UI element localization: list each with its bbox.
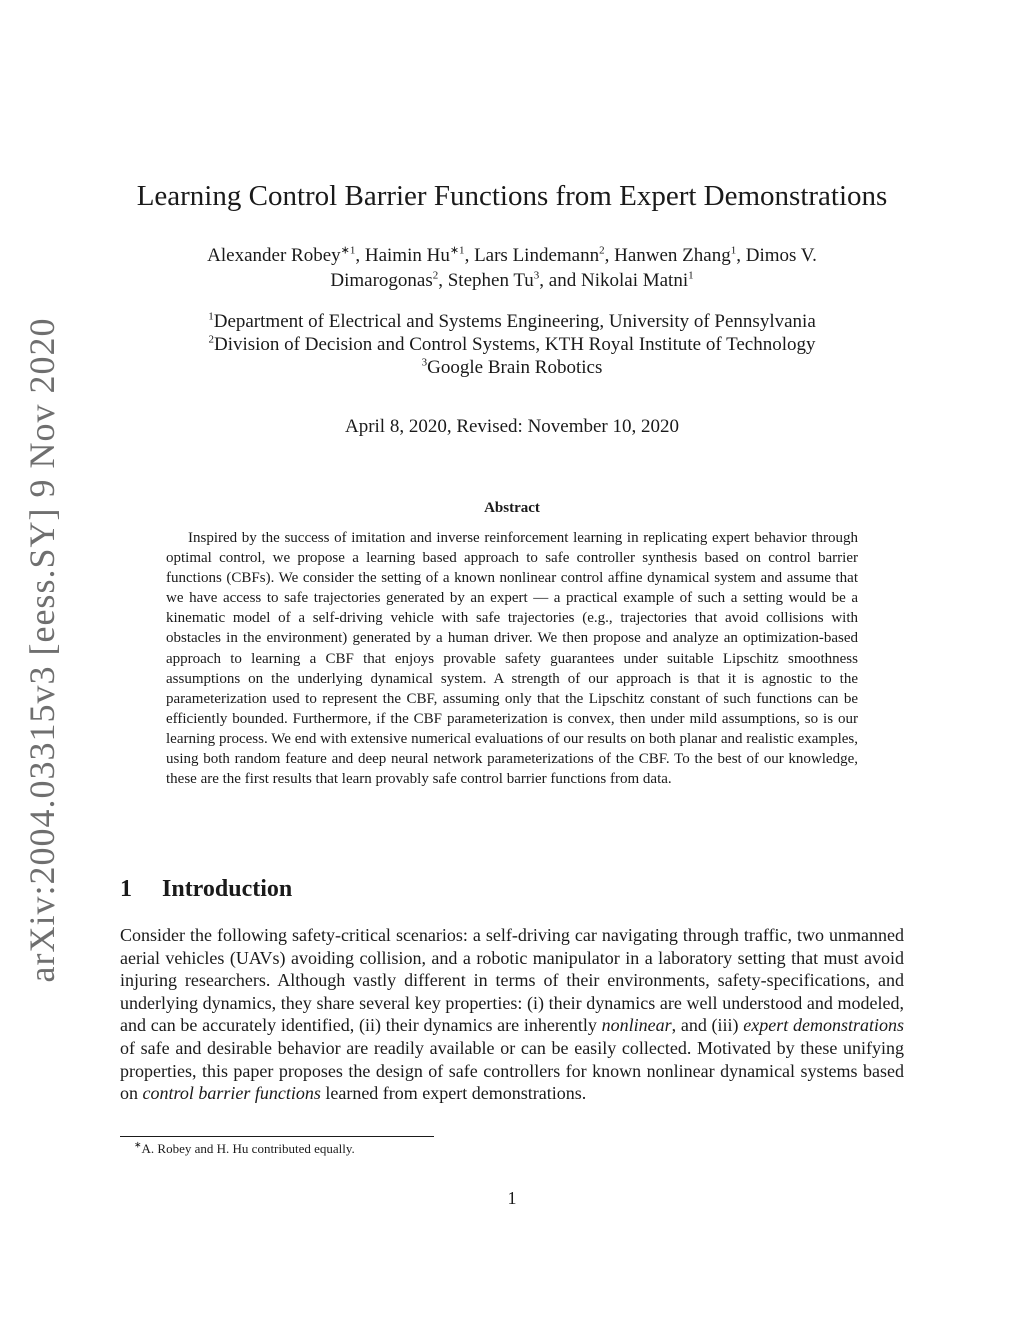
author-separator: , and [539,270,581,291]
paragraph-text: Consider the following safety-critical scenarios: a self-driving car navigating through traffic, two unmanned aerial vehicles (UAVs) avoiding collision, and a robotic manipulator in a laboratory setting that must avoid injuring researchers. Although vastly different in terms of their environments, safety-specifications, and underlying dynamics, they share several key properties: (i) their dynamics are well understood and modeled, and can be accurately identified, (ii) their dynamics are inherently [120,925,904,1036]
affiliations [0,310,1024,379]
emphasized-text: control barrier functions [142,1083,321,1104]
author-affiliation-marker: 2 [432,269,439,282]
author-name: Lars Lindemann [474,245,600,266]
arxiv-stamp: arXiv:2004.03315v3 [eess.SY] 9 Nov 2020 [22,317,62,983]
footnote-rule [120,1136,434,1137]
author-name: Dimarogonas [330,270,433,291]
affiliation-text: Division of Decision and Control Systems, KTH Royal Institute of Technology [213,334,816,355]
author-name: Dimos V. [745,245,817,266]
section-number: 1 [120,876,132,902]
author-line-2 [150,268,874,293]
section-title: Introduction [162,876,293,902]
paragraph-text: learned from expert demonstrations. [320,1083,587,1104]
footnote [134,1141,355,1157]
author-name: Alexander Robey [207,245,341,266]
affiliation-marker: 3 [421,356,428,369]
page-number: 1 [507,1188,517,1208]
affiliation-marker: 1 [208,310,214,323]
author-affiliation-marker: ∗1 [340,244,356,257]
abstract-heading: Abstract [484,500,540,516]
abstract-text: Inspired by the success of imitation and inverse reinforcement learning in replicating expert behavior through optimal control, we propose a learning based approach to safe controller synthesis based on control barrier functions (CBFs). We consider the setting of a known nonlinear control affine dynamical system and assume that we have access to safe trajectories generated by an expert — a practical example of such a setting would be a kinematic model of a self-driving vehicle with safe trajectories (e.g., trajectories that avoid collisions with obstacles in the environment) generated by a human driver. We then propose and analyze an optimization-based approach to learning a CBF that enjoys provable safety guarantees under suitable Lipschitz smoothness assumptions on the underlying dynamical system. A strength of our approach is that it is agnostic to the parameterization used to represent the CBF, assuming only that the Lipschitz constant of such functions can be efficiently bounded. Furthermore, if the CBF parameterization is convex, then under mild assumptions, so is our learning process. We end with extensive numerical evaluations of our results on both planar and realistic examples, using both random feature and deep neural network parameterizations of the CBF. To the best of our knowledge, these are the first results that learn provably safe control barrier functions from data. [166,530,858,788]
author-affiliation-marker: ∗1 [449,244,465,257]
author-separator: , [464,245,475,266]
author-affiliation-marker: 1 [730,244,737,257]
author-affiliation-marker: 2 [599,244,605,257]
emphasized-text: nonlinear [601,1015,672,1036]
paragraph-text: , and (iii) [671,1015,744,1036]
emphasized-text: expert demonstrations [743,1015,905,1036]
author-name: Haimin Hu [364,245,450,266]
introduction-paragraph [120,924,904,1105]
affiliation-text: Department of Electrical and Systems Engineering, University of Pennsylvania [213,311,816,332]
author-affiliation-marker: 3 [533,269,540,282]
author-separator: , [438,270,448,291]
footnote-text: A. Robey and H. Hu contributed equally. [141,1141,355,1156]
author-separator: , [604,245,615,266]
author-name: Stephen Tu [447,270,534,291]
paper-title: Learning Control Barrier Functions from Expert Demonstrations [136,180,888,212]
affiliation-line [0,356,1024,379]
affiliation-text: Google Brain Robotics [427,357,603,378]
paper-date: April 8, 2020, Revised: November 10, 2020 [344,416,680,437]
affiliation-line [0,310,1024,333]
author-name: Nikolai Matni [580,270,689,291]
author-affiliation-marker: 1 [688,269,694,282]
affiliation-marker: 2 [208,333,214,346]
affiliation-line [0,333,1024,356]
paragraph-text: of safe and desirable behavior are readily available or can be easily collected. Motivated by these unifying properties, this paper proposes the design of safe controllers for known nonlinear dynamical systems based on [120,1037,904,1104]
author-name: Hanwen Zhang [614,245,731,266]
author-line-1 [150,243,874,268]
section-heading [120,876,292,903]
footnote-marker: ∗ [134,1139,142,1150]
author-separator: , [355,245,365,266]
author-list [150,243,874,293]
author-separator: , [736,245,746,266]
